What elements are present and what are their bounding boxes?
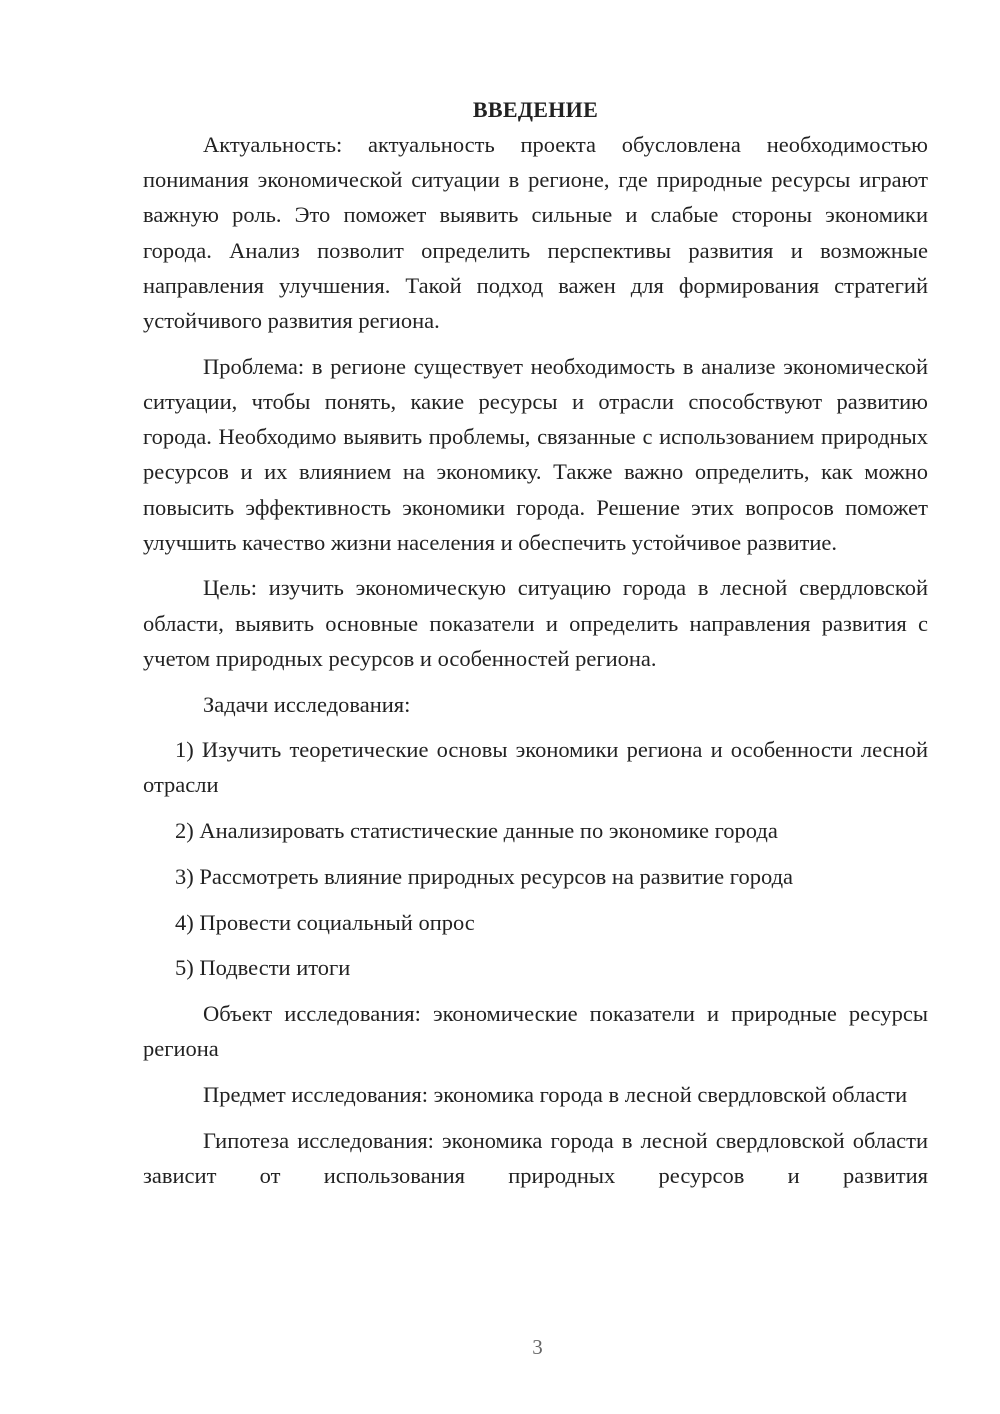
task-item-4: 4) Провести социальный опрос	[175, 909, 475, 935]
paragraph-goal: Цель: изучить экономическую ситуацию города в лесной свердловской области, выявить основные показатели и определить направления развития с учетом природных ресурсов и особенностей региона.	[143, 575, 928, 671]
paragraph-subject: Предмет исследования: экономика города в лесной свердловской области	[203, 1081, 908, 1107]
paragraph-relevance: Актуальность: актуальность проекта обусловлена необходимостью понимания экономической ситуации в регионе, где природные ресурсы играют важную роль. Это поможет выявить сильные и слабые стороны экономики города. Анализ позволит определить перспективы развития и возможные направления улучшения. Такой подход важен для формирования стратегий устойчивого развития региона.	[143, 132, 928, 334]
paragraph-hypothesis: Гипотеза исследования: экономика города в лесной свердловской области зависит от использования природных ресурсов и развития	[143, 1127, 928, 1188]
paragraph-tasks-heading: Задачи исследования:	[203, 691, 411, 717]
paragraph-object: Объект исследования: экономические показатели и природные ресурсы региона	[143, 1000, 928, 1062]
paragraph-problem: Проблема: в регионе существует необходимость в анализе экономической ситуации, чтобы понять, какие ресурсы и отрасли способствуют развитию города. Необходимо выявить проблемы, связанные с использованием природных ресурсов и их влиянием на экономику. Также важно определить, как можно повысить эффективность экономики города. Решение этих вопросов поможет улучшить качество жизни населения и обеспечить устойчивое развитие.	[143, 353, 928, 555]
task-item-3: 3) Рассмотреть влияние природных ресурсов на развитие города	[175, 863, 794, 889]
page-title: ВВЕДЕНИЕ	[472, 97, 599, 122]
page-number: 3	[532, 1335, 543, 1359]
task-item-2: 2) Анализировать статистические данные по экономике города	[175, 818, 778, 844]
task-item-5: 5) Подвести итоги	[175, 955, 351, 981]
document-page	[143, 92, 928, 1193]
task-item-1: 1) Изучить теоретические основы экономики региона и особенности лесной отрасли	[143, 737, 928, 798]
